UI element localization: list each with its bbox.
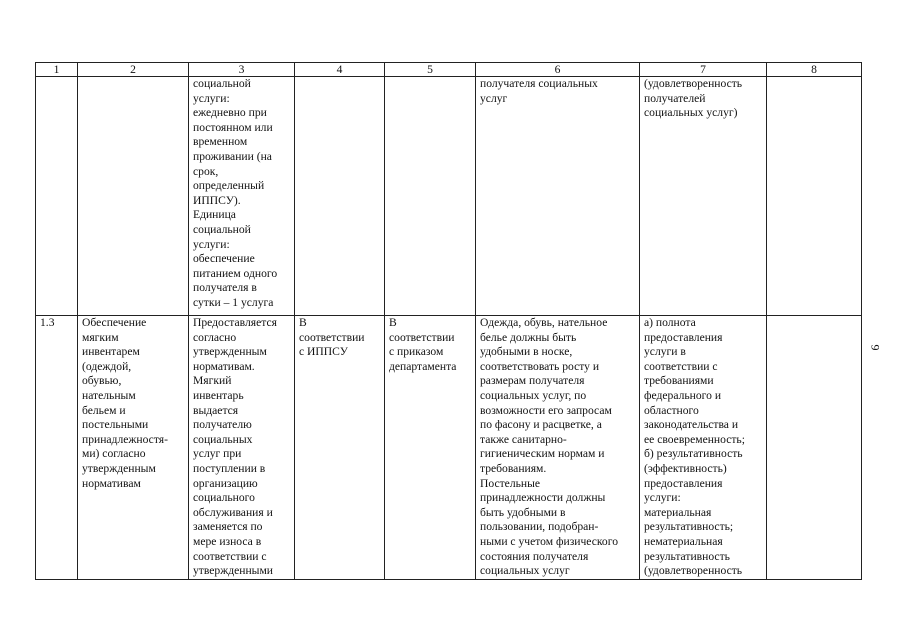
column-number: 5 <box>385 63 476 77</box>
cell-description: социальной услуги: ежедневно при постоянном или временном проживании (на срок, определенный ИППСУ). Единица социальной услуги: обеспечение питанием одного получателя в сутки – 1 услуга <box>189 77 295 316</box>
cell-notes <box>767 77 862 316</box>
column-number: 4 <box>295 63 385 77</box>
table-row <box>36 316 862 580</box>
cell-evaluation: (удовлетворенность получателей социальных услуг) <box>640 77 767 316</box>
cell-quality: получателя социальных услуг <box>476 77 640 316</box>
cell-number: 1.3 <box>36 316 78 580</box>
cell-rates: В соответствии с приказом департамента <box>385 316 476 580</box>
cell-terms <box>295 77 385 316</box>
cell-terms: В соответствии с ИППСУ <box>295 316 385 580</box>
table-row-continuation <box>36 77 862 316</box>
column-number-row <box>36 63 862 77</box>
cell-evaluation: а) полнота предоставления услуги в соответствии с требованиями федерального и областного законодательства и ее своевременность; б) результативность (эффективность) предоставления услуги: материальная результативность; нематериальная результативность (удовлетворенность <box>640 316 767 580</box>
column-number: 6 <box>476 63 640 77</box>
cell-service-name <box>78 77 189 316</box>
page-number: 9 <box>868 344 883 351</box>
column-number: 1 <box>36 63 78 77</box>
column-number: 8 <box>767 63 862 77</box>
cell-notes <box>767 316 862 580</box>
column-number: 2 <box>78 63 189 77</box>
column-number: 3 <box>189 63 295 77</box>
cell-service-name: Обеспечение мягким инвентарем (одеждой, обувью, нательным бельем и постельными принадлежностя- ми) согласно утвержденным нормативам <box>78 316 189 580</box>
cell-rates <box>385 77 476 316</box>
services-table <box>35 62 862 580</box>
column-number: 7 <box>640 63 767 77</box>
cell-number <box>36 77 78 316</box>
cell-quality: Одежда, обувь, нательное белье должны быть удобными в носке, соответствовать росту и размерам получателя социальных услуг, по возможности его запросам по фасону и расцветке, а также санитарно- гигиеническим нормам и требованиям. Постельные принадлежности должны быть удобными в пользовании, подобран- ными с учетом физического состояния получателя социальных услуг <box>476 316 640 580</box>
cell-description: Предоставляется согласно утвержденным нормативам. Мягкий инвентарь выдается получателю социальных услуг при поступлении в организацию социального обслуживания и заменяется по мере износа в соответствии с утвержденными <box>189 316 295 580</box>
